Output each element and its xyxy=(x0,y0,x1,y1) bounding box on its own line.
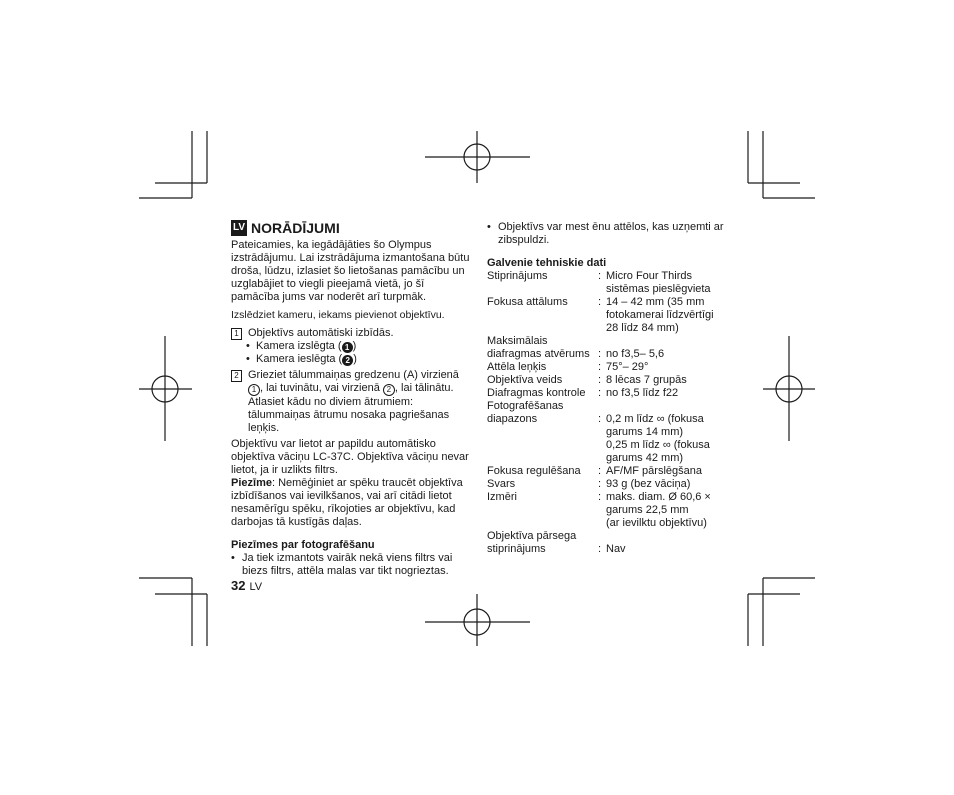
right-column xyxy=(487,221,727,556)
spec-row xyxy=(487,465,727,478)
spec-value: no f3,5– 5,6 xyxy=(606,348,665,360)
spec-colon: : xyxy=(598,478,602,490)
spec-label: Objektīva veids xyxy=(487,374,563,386)
spec-value: 8 lēcas 7 grupās xyxy=(606,374,687,386)
bullet-dot: • xyxy=(246,340,250,352)
sub-item-text: ) xyxy=(352,340,357,352)
page-language: LV xyxy=(249,581,263,593)
spec-colon: : xyxy=(598,348,602,360)
spec-value xyxy=(606,491,727,530)
spec-label: Diafragmas kontrole xyxy=(487,387,586,399)
registration-mark xyxy=(425,594,530,646)
step-text: Objektīvs automātiski izbīdās. xyxy=(248,327,394,339)
spec-value: 75°– 29° xyxy=(606,361,649,373)
note-label: Piezīme xyxy=(231,477,272,489)
spec-label: Objektīva pārsega stiprinājums xyxy=(487,530,577,555)
photo-note-text: Ja tiek izmantots vairāk nekā viens filtrs vai biezs filtrs, attēla malas var tikt nogrieztas. xyxy=(242,552,453,577)
spec-value xyxy=(606,400,727,465)
section-title-text: NORĀDĪJUMI xyxy=(251,220,340,236)
step-text: , lai tālinātu. Atlasiet kādu no diviem ātrumiem: tālummaiņas ātrumu nosaka pagriešanas leņķis. xyxy=(248,382,454,434)
sub-item-text: Kamera ieslēgta ( xyxy=(256,353,343,365)
spec-label: Attēla leņķis xyxy=(487,361,547,373)
spec-row xyxy=(487,491,727,530)
language-badge: LV xyxy=(231,220,247,236)
step-text: , lai tuvinātu, vai virzienā xyxy=(260,382,383,394)
spec-colon: : xyxy=(598,543,602,555)
spec-label: Maksimālais diafragmas atvērums xyxy=(487,335,590,360)
note-text: : Nemēģiniet ar spēku traucēt objektīva izbīdīšanos vai ievilkšanos, vai arī citādi lietot nesamērīgu spēku, rīkojoties ar objektīvu, kad darbojas tā kustīgās daļas. xyxy=(231,477,463,528)
spec-value: AF/MF pārslēgšana xyxy=(606,465,702,477)
registration-mark xyxy=(139,336,192,441)
note-paragraph xyxy=(231,477,471,529)
spec-value-line: 0,25 m līdz ∞ (fokusa garums 42 mm) xyxy=(606,439,710,464)
step-text: Grieziet tālummaiņas gredzenu (A) virzienā xyxy=(248,369,459,381)
spec-colon: : xyxy=(598,413,602,425)
registration-mark xyxy=(425,131,530,183)
sub-item-text: ) xyxy=(353,353,357,365)
step-number: 2 xyxy=(231,370,242,382)
spec-row xyxy=(487,296,727,335)
specs-heading: Galvenie tehniskie dati xyxy=(487,257,607,269)
spec-value: Nav xyxy=(606,543,626,555)
spec-value: 93 g (bez vāciņa) xyxy=(606,478,691,490)
spec-colon: : xyxy=(598,374,602,386)
spec-label: Fokusa regulēšana xyxy=(487,465,581,477)
callout-badge: 2 xyxy=(342,355,353,366)
callout-badge: 1 xyxy=(342,342,353,353)
spec-colon: : xyxy=(598,387,602,399)
step-1-sub-item xyxy=(231,340,471,353)
spec-row xyxy=(487,387,727,400)
photo-note-item xyxy=(231,552,471,578)
spec-colon: : xyxy=(598,361,602,373)
photo-notes-heading: Piezīmes par fotografēšanu xyxy=(231,539,375,551)
specs-table xyxy=(487,270,727,556)
spec-colon: : xyxy=(598,491,602,503)
step-2 xyxy=(231,369,471,435)
page-number: 32 xyxy=(231,578,246,593)
before-attach-text: Izslēdziet kameru, iekams pievienot objektīvu. xyxy=(231,309,445,321)
spec-colon: : xyxy=(598,296,602,308)
section-title xyxy=(231,220,471,236)
spec-row xyxy=(487,374,727,387)
spec-colon: : xyxy=(598,465,602,477)
direction-badge: 2 xyxy=(383,384,395,396)
bullet-dot: • xyxy=(487,221,491,233)
bullet-dot: • xyxy=(246,353,250,365)
page-footer xyxy=(231,579,471,594)
spec-value: 14 – 42 mm (35 mm fotokamerai līdzvērtīgi 28 līdz 84 mm) xyxy=(606,296,714,334)
spec-row xyxy=(487,270,727,296)
spec-label: Stiprinājums xyxy=(487,270,548,282)
intro-paragraph: Pateicamies, ka iegādājāties šo Olympus izstrādājumu. Lai izstrādājuma izmantošana būtu droša, lūdzu, izlasiet šo lietošanas pamācību un uzglabājiet to viegli pieejamā vietā, jo šī pamācība jums var noderēt arī turpmāk. xyxy=(231,239,470,303)
spec-value-line: maks. diam. Ø 60,6 × garums 22,5 mm xyxy=(606,491,711,516)
bullet-dot: • xyxy=(231,552,235,564)
shadow-note-item xyxy=(487,221,727,247)
spec-row xyxy=(487,361,727,374)
spec-value-line: 0,2 m līdz ∞ (fokusa garums 14 mm) xyxy=(606,413,704,438)
auto-cap-paragraph: Objektīvu var lietot ar papildu automātisko objektīva vāciņu LC-37C. Objektīva vāciņu nevar lietot, ja ir uzlikts filtrs. xyxy=(231,438,469,476)
spec-label: Fokusa attālums xyxy=(487,296,568,308)
shadow-note-text: Objektīvs var mest ēnu attēlos, kas uzņemti ar zibspuldzi. xyxy=(498,221,724,246)
spec-row xyxy=(487,335,727,361)
spec-row xyxy=(487,530,727,556)
spec-row xyxy=(487,400,727,465)
spec-label: Izmēri xyxy=(487,491,517,503)
spec-label: Fotografēšanas diapazons xyxy=(487,400,564,425)
step-number: 1 xyxy=(231,328,242,340)
spec-colon: : xyxy=(598,270,602,282)
spec-value: Micro Four Thirds sistēmas pieslēgvieta xyxy=(606,270,711,295)
spec-label: Svars xyxy=(487,478,516,490)
registration-mark xyxy=(763,336,815,441)
spec-row xyxy=(487,478,727,491)
left-column xyxy=(231,220,471,594)
spec-value: no f3,5 līdz f22 xyxy=(606,387,679,399)
spec-value-line: (ar ievilktu objektīvu) xyxy=(606,517,707,529)
step-1-sub-item xyxy=(231,353,471,366)
sub-item-text: Kamera izslēgta ( xyxy=(256,340,342,352)
direction-badge: 1 xyxy=(248,384,260,396)
step-1 xyxy=(231,327,471,340)
